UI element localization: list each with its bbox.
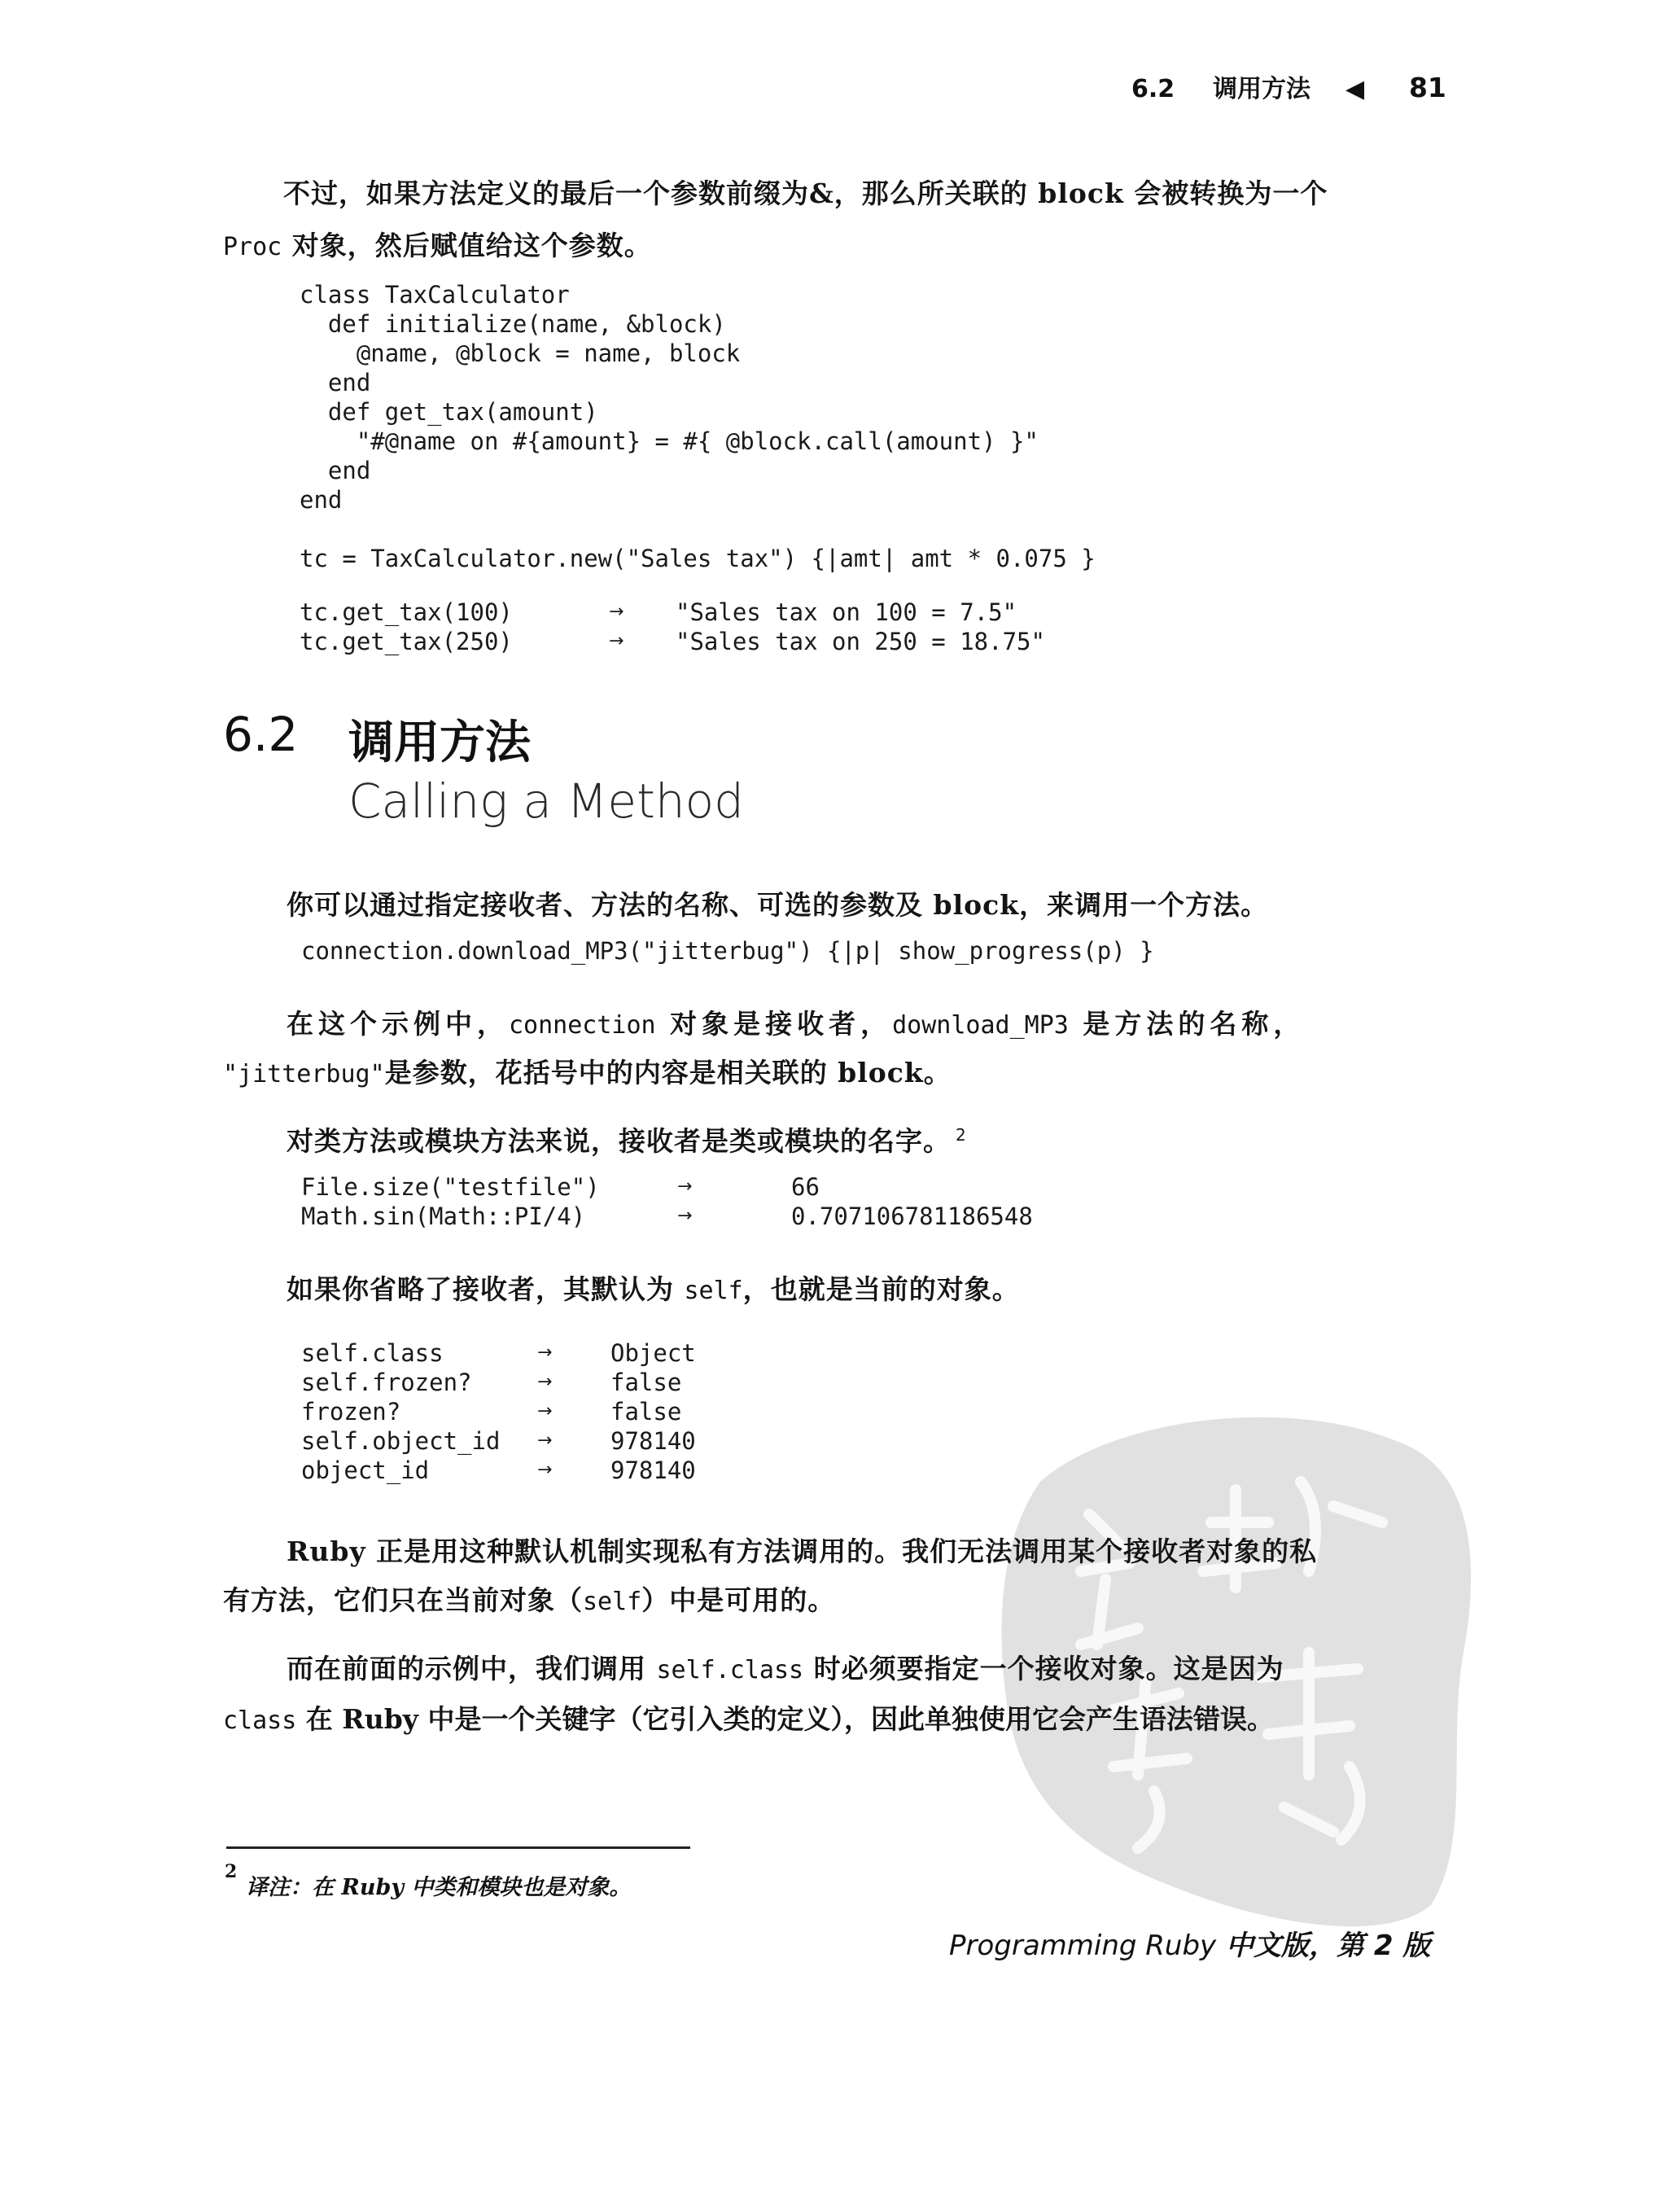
code-row [301,1397,696,1426]
code-row [301,1426,696,1456]
p4-text-a: 如果你省略了接收者，其默认为 [287,1273,685,1305]
paragraph-5-line-1: Ruby 正是用这种默认机制实现私有方法调用的。我们无法调用某个接收者对象的私 [287,1535,1318,1567]
arrow-icon: → [609,602,624,622]
paragraph-2-line-1 [287,1003,1305,1041]
code-expr: self.class [301,1339,444,1367]
code-expr: File.size("testfile") [301,1173,600,1201]
paragraph-5-line-2 [223,1579,835,1618]
section-title-cn: 调用方法 [348,716,531,769]
code-expr: Math.sin(Math::PI/4) [301,1202,586,1230]
paragraph-4 [287,1268,1020,1307]
paragraph-6-line-1 [287,1648,1284,1686]
arrow-icon: → [537,1460,553,1480]
p4-code-self: self [684,1277,743,1305]
footnote-mark: 2 [225,1861,238,1882]
p6-text-a: 而在前面的示例中，我们调用 [287,1653,657,1684]
header-marker-icon: ◀ [1345,75,1365,103]
header-section-number: 6.2 [1131,75,1175,103]
running-header [1131,68,1446,104]
code-row [300,598,1045,627]
p6-text-b: 时必须要指定一个接收对象。这是因为 [803,1653,1284,1684]
code-row [300,627,1045,656]
code-result: "Sales tax on 100 = 7.5" [676,598,1017,626]
paragraph-1: 你可以通过指定接收者、方法的名称、可选的参数及 block，来调用一个方法。 [287,889,1269,921]
code-block-tax-results [300,598,1045,656]
code-block-tax-calculator: class TaxCalculator def initialize(name, &block) @name, @block = name, block end def get_tax(amount) "#@name on #{amount} = #{ @block.call(amount) }" end end tc = TaxCalculator.new("Sales tax") {|amt| amt * 0.075 } [300,281,1096,572]
code-expr: tc.get_tax(250) [300,628,513,655]
footnote-divider [226,1846,690,1849]
code-expr: object_id [301,1456,430,1484]
code-expr: tc.get_tax(100) [300,598,513,626]
code-result: false [610,1398,682,1426]
code-row [301,1202,1033,1231]
footnote-text: 译注：在 Ruby 中类和模块也是对象。 [246,1875,632,1900]
paragraph-6-line-2 [223,1698,1274,1737]
code-row [301,1456,696,1485]
arrow-icon: → [537,1430,553,1451]
p5-code-self: self [583,1588,642,1616]
p3-text: 对类方法或模块方法来说，接收者是类或模块的名字。 [287,1125,951,1157]
footer-edition: 中文版，第 2 版 [1216,1929,1431,1962]
p6-code-class: class [223,1706,297,1735]
code-expr: frozen? [301,1398,401,1426]
section-title-en: Calling a Method [348,773,744,829]
footnote-reference: 2 [956,1125,967,1145]
section-number: 6.2 [223,707,299,762]
p2-code-download: download_MP3 [892,1011,1069,1040]
code-result: 66 [791,1173,820,1201]
arrow-icon: → [537,1372,553,1392]
header-title: 调用方法 [1213,75,1311,103]
p2-text-a: 在这个示例中， [287,1008,509,1040]
p6-text-c: 在 Ruby 中是一个关键字（它引入类的定义），因此单独使用它会产生语法错误。 [296,1703,1274,1735]
code-result: 0.707106781186548 [791,1202,1033,1230]
p2-code-connection: connection [509,1011,656,1040]
code-result: 978140 [610,1456,696,1484]
code-block-class-methods [301,1172,1033,1231]
arrow-icon: → [537,1401,553,1421]
code-row [301,1172,1033,1202]
code-row [301,1368,696,1397]
arrow-icon: → [537,1343,553,1363]
p5-text-b: ）中是可用的。 [641,1584,836,1616]
p2-text-b: 对象是接收者， [655,1008,893,1040]
intro-line-2 [223,225,652,263]
intro-line-2-text: 对象，然后赋值给这个参数。 [282,230,652,261]
p2-code-jitterbug: "jitterbug" [223,1060,385,1088]
code-result: 978140 [610,1427,696,1455]
intro-proc-code: Proc [223,233,282,261]
p2-text-d: 是参数，花括号中的内容是相关联的 block。 [384,1057,952,1088]
code-result: Object [610,1339,696,1367]
code-row [301,1338,696,1368]
intro-line-1: 不过，如果方法定义的最后一个参数前缀为&，那么所关联的 block 会被转换为一个 [283,177,1328,209]
paragraph-2-line-2 [223,1052,952,1090]
arrow-icon: → [609,631,624,651]
code-block-download: connection.download_MP3("jitterbug") {|p| show_progress(p) } [301,937,1154,965]
p6-code-self-class: self.class [656,1656,804,1684]
p2-text-c: 是方法的名称， [1068,1008,1306,1040]
paragraph-3 [287,1120,967,1159]
page-number: 81 [1408,72,1446,103]
code-block-self [301,1338,696,1485]
arrow-icon: → [677,1206,693,1226]
p5-text-a: 有方法，它们只在当前对象（ [223,1584,583,1616]
code-result: false [610,1369,682,1396]
p4-text-b: ，也就是当前的对象。 [742,1273,1020,1305]
code-expr: self.frozen? [301,1369,472,1396]
footer-book-title: Programming Ruby [949,1929,1217,1962]
code-result: "Sales tax on 250 = 18.75" [676,628,1045,655]
page-footer [949,1923,1430,1963]
arrow-icon: → [677,1176,693,1197]
code-expr: self.object_id [301,1427,501,1455]
